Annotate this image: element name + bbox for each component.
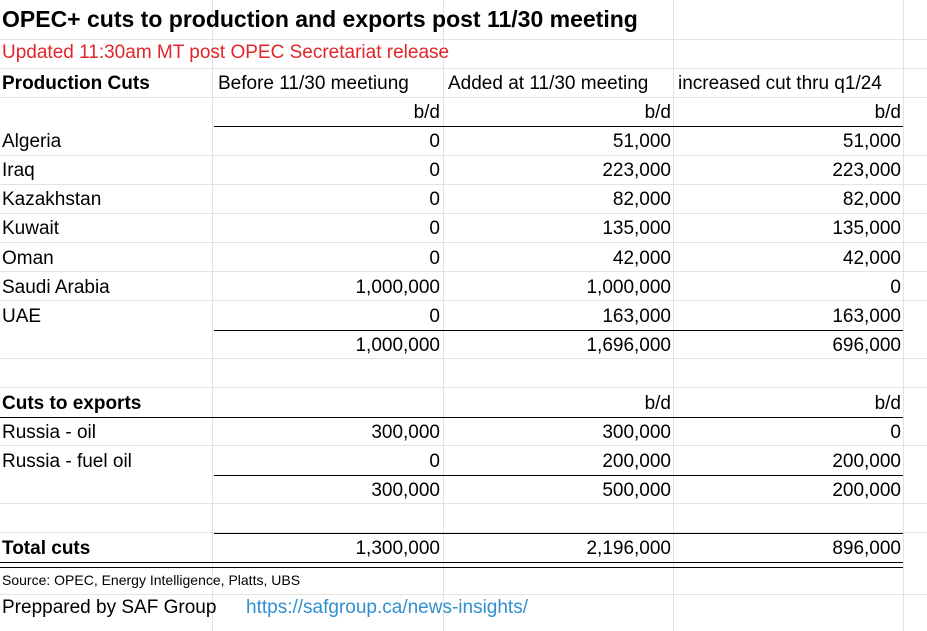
value-cell[interactable]: 223,000: [602, 160, 671, 181]
value-cell[interactable]: 0: [429, 248, 440, 269]
total-cell[interactable]: 1,300,000: [355, 538, 440, 559]
production-subtotal-row: [0, 331, 927, 360]
double-underline: [0, 562, 903, 568]
value-cell[interactable]: 0: [429, 160, 440, 181]
value-cell[interactable]: 200,000: [832, 451, 901, 472]
subtotal-cell[interactable]: 300,000: [371, 480, 440, 501]
table-row: [0, 244, 927, 273]
prepared-by[interactable]: Preppared by SAF Group: [2, 597, 217, 618]
subtotal-cell[interactable]: 500,000: [602, 480, 671, 501]
production-cuts-header[interactable]: Production Cuts: [2, 73, 150, 94]
subtotal-cell[interactable]: 1,000,000: [355, 335, 440, 356]
value-cell[interactable]: 135,000: [602, 218, 671, 239]
value-cell[interactable]: 51,000: [842, 131, 901, 152]
exports-subtotal-row: [0, 476, 927, 505]
value-cell[interactable]: 163,000: [602, 306, 671, 327]
country-cell[interactable]: Iraq: [2, 160, 35, 181]
table-row: [0, 185, 927, 214]
value-cell[interactable]: 82,000: [842, 189, 901, 210]
value-cell[interactable]: 42,000: [612, 248, 671, 269]
value-cell[interactable]: 0: [429, 218, 440, 239]
source-note[interactable]: Source: OPEC, Energy Intelligence, Platts, UBS: [2, 572, 301, 588]
value-cell[interactable]: 42,000: [842, 248, 901, 269]
table-row: [0, 447, 927, 476]
unit-cell[interactable]: b/d: [644, 393, 671, 414]
value-cell[interactable]: 163,000: [832, 306, 901, 327]
before-meeting-header[interactable]: Before 11/30 meetiung: [218, 73, 409, 94]
total-cell[interactable]: 2,196,000: [586, 538, 671, 559]
table-row: [0, 302, 927, 331]
value-cell[interactable]: 0: [429, 451, 440, 472]
value-cell[interactable]: 82,000: [612, 189, 671, 210]
value-cell[interactable]: 0: [890, 277, 901, 298]
value-cell[interactable]: 0: [890, 422, 901, 443]
unit-cell[interactable]: b/d: [874, 102, 901, 123]
table-row: [0, 214, 927, 243]
increased-cut-header[interactable]: increased cut thru q1/24: [678, 73, 882, 94]
country-cell[interactable]: Oman: [2, 248, 54, 269]
subtotal-cell[interactable]: 200,000: [832, 480, 901, 501]
total-cuts-label[interactable]: Total cuts: [2, 538, 91, 559]
export-item-cell[interactable]: Russia - oil: [2, 422, 96, 443]
table-row: [0, 156, 927, 185]
value-cell[interactable]: 1,000,000: [355, 277, 440, 298]
value-cell[interactable]: 135,000: [832, 218, 901, 239]
grid-row-line: [0, 594, 927, 595]
export-item-cell[interactable]: Russia - fuel oil: [2, 451, 132, 472]
value-cell[interactable]: 0: [429, 306, 440, 327]
cuts-to-exports-header[interactable]: Cuts to exports: [2, 393, 142, 414]
total-cell[interactable]: 896,000: [832, 538, 901, 559]
value-cell[interactable]: 300,000: [602, 422, 671, 443]
value-cell[interactable]: 200,000: [602, 451, 671, 472]
subtotal-cell[interactable]: 1,696,000: [586, 335, 671, 356]
grid-row-line: [0, 39, 927, 40]
safgroup-link[interactable]: https://safgroup.ca/news-insights/: [246, 597, 528, 618]
value-cell[interactable]: 300,000: [371, 422, 440, 443]
added-meeting-header[interactable]: Added at 11/30 meeting: [448, 73, 649, 94]
value-cell[interactable]: 223,000: [832, 160, 901, 181]
sheet-subtitle[interactable]: Updated 11:30am MT post OPEC Secretariat release: [2, 42, 450, 63]
country-cell[interactable]: Kazakhstan: [2, 189, 102, 210]
sheet-title[interactable]: OPEC+ cuts to production and exports post 11/30 meeting: [2, 6, 638, 32]
value-cell[interactable]: 1,000,000: [586, 277, 671, 298]
unit-cell[interactable]: b/d: [413, 102, 440, 123]
subtotal-cell[interactable]: 696,000: [832, 335, 901, 356]
unit-cell[interactable]: b/d: [874, 393, 901, 414]
table-row: [0, 127, 927, 156]
value-cell[interactable]: 0: [429, 131, 440, 152]
exports-header-row: [0, 389, 927, 418]
value-cell[interactable]: 51,000: [612, 131, 671, 152]
unit-cell[interactable]: b/d: [644, 102, 671, 123]
units-row: [0, 98, 927, 127]
country-cell[interactable]: Algeria: [2, 131, 62, 152]
country-cell[interactable]: Kuwait: [2, 218, 60, 239]
total-cuts-row: [0, 534, 927, 563]
country-cell[interactable]: UAE: [2, 306, 42, 327]
table-row: [0, 273, 927, 302]
grid-row-line: [0, 387, 927, 388]
production-header-row: [0, 69, 927, 98]
table-row: [0, 418, 927, 447]
country-cell[interactable]: Saudi Arabia: [2, 277, 110, 298]
value-cell[interactable]: 0: [429, 189, 440, 210]
